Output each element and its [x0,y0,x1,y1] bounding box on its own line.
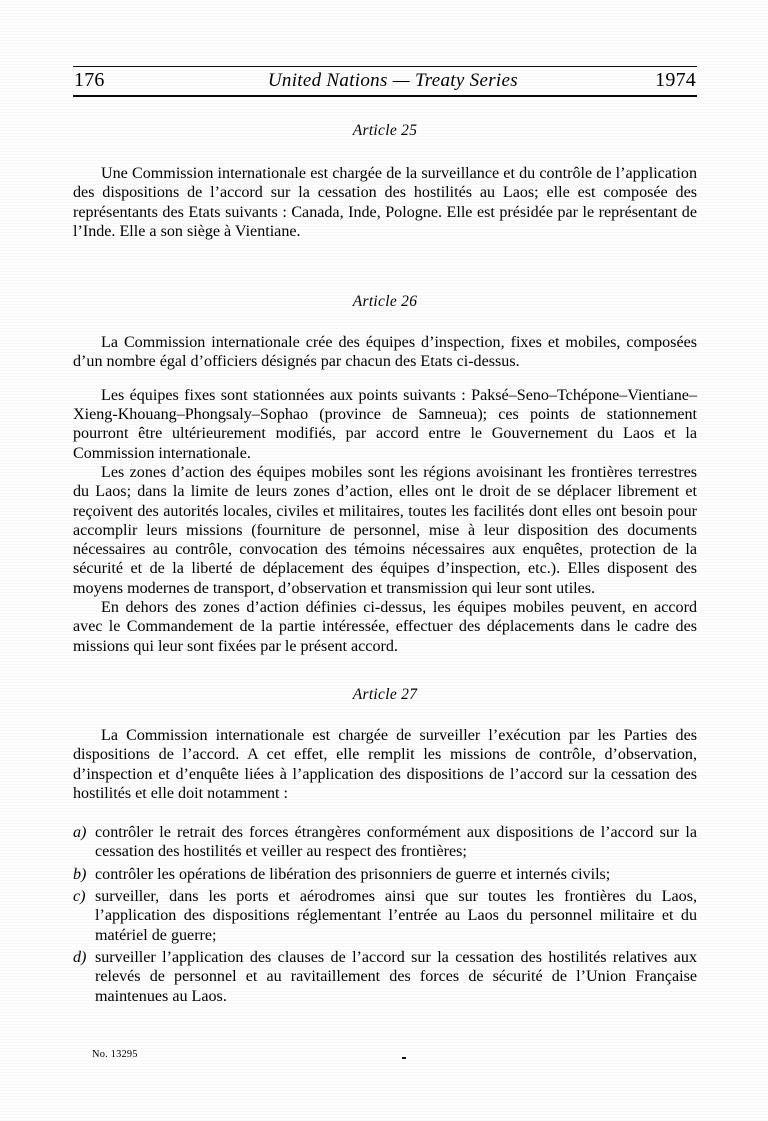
list-item [73,887,697,945]
list-item [73,948,697,1006]
page-year: 1974 [655,69,696,91]
article-heading-27: Article 27 [352,685,418,703]
running-title: United Nations — Treaty Series [267,70,518,91]
header-row [73,67,697,95]
list-item-text-b: contrôler les opérations de libération des prisonniers de guerre et internés civils; [95,865,611,883]
list-item-text-a: contrôler le retrait des forces étrangères conformément aux dispositions de l’accord sur la cessation des hostilités et veiller au respect des frontières; [95,824,697,861]
article-25-paragraph-1: Une Commission internationale est chargée de la surveillance et du contrôle de l’application des dispositions de l’accord sur la cessation des hostilités au Laos; elle est composée des représentants des Etats suivants : Canada, Inde, Pologne. Elle est présidée par le représentant de l’Inde. Elle a son siège à Vientiane. [73,165,697,240]
list-item [73,823,697,862]
list-marker-b: b) [73,865,87,883]
article-26-paragraph-4: En dehors des zones d’action définies ci-dessus, les équipes mobiles peuvent, en accord avec le Commandement de la partie intéressée, effectuer des déplacements dans le cadre des missions qui leur sont fixées par le présent accord. [73,599,697,655]
list-item [73,865,697,884]
article-26-paragraph-2: Les équipes fixes sont stationnées aux points suivants : Paksé–Seno–Tchépone–Vientiane–Xieng-Khouang–Phongsaly–Sophao (province de Samneua); ces points de stationnement pourront être ultérieurement modifiés, par accord entre le Gouvernement du Laos et la Commission internationale. [73,386,697,462]
list-item-text-c: surveiller, dans les ports et aérodromes ainsi que sur toutes les frontières du Laos, l’application des dispositions réglementant l’entrée au Laos du personnel militaire et du matériel de guerre; [95,888,697,944]
article-26-paragraph-3: Les zones d’action des équipes mobiles sont les régions avoisinant les frontières terrestres du Laos; dans la limite de leurs zones d’action, elles ont le droit de se déplacer librement et reçoivent des autorités locales, civiles et militaires, toutes les facilités dont elles ont besoin pour accomplir leurs missions (fourniture de personnel, mise à leur disposition des documents nécessaires au contrôle, convocation des témoins nécessaires aux enquêtes, protection de la sécurité et de la liberté de déplacement des équipes d’inspection, etc.). Elles disposent des moyens modernes de transport, d’observation et transmission qui leur sont utiles. [73,463,697,597]
list-item-text-d: surveiller l’application des clauses de l’accord sur la cessation des hostilités relatives aux relevés de personnel et au ravitaillement des forces de sécurité de l’Union Française maintenues au Laos. [95,948,697,1005]
scan-speck [402,1057,406,1059]
page-number: 176 [74,69,105,91]
article-heading-25: Article 25 [352,122,418,139]
page-body [73,122,697,1009]
article-heading-26: Article 26 [352,293,418,311]
article-27-list [73,823,697,1006]
article-26-paragraph-1: La Commission internationale crée des équipes d’inspection, fixes et mobiles, composées d’un nombre égal d’officiers désignés par chacun des Etats ci-dessus. [73,334,697,371]
article-27-paragraph-1: La Commission internationale est chargée de surveiller l’exécution par les Parties des dispositions de l’accord. A cet effet, elle remplit les missions de contrôle, d’observation, d’inspection et d’enquête liées à l’application des dispositions de l’accord sur la cessation des hostilités et elle doit notamment : [73,726,697,802]
header-rule-bottom [73,95,697,97]
footnote-document-number: No. 13295 [92,1049,138,1060]
list-marker-d: d) [73,948,87,966]
list-marker-a: a) [73,824,87,842]
page-header [73,66,697,97]
list-marker-c: c) [73,888,86,906]
